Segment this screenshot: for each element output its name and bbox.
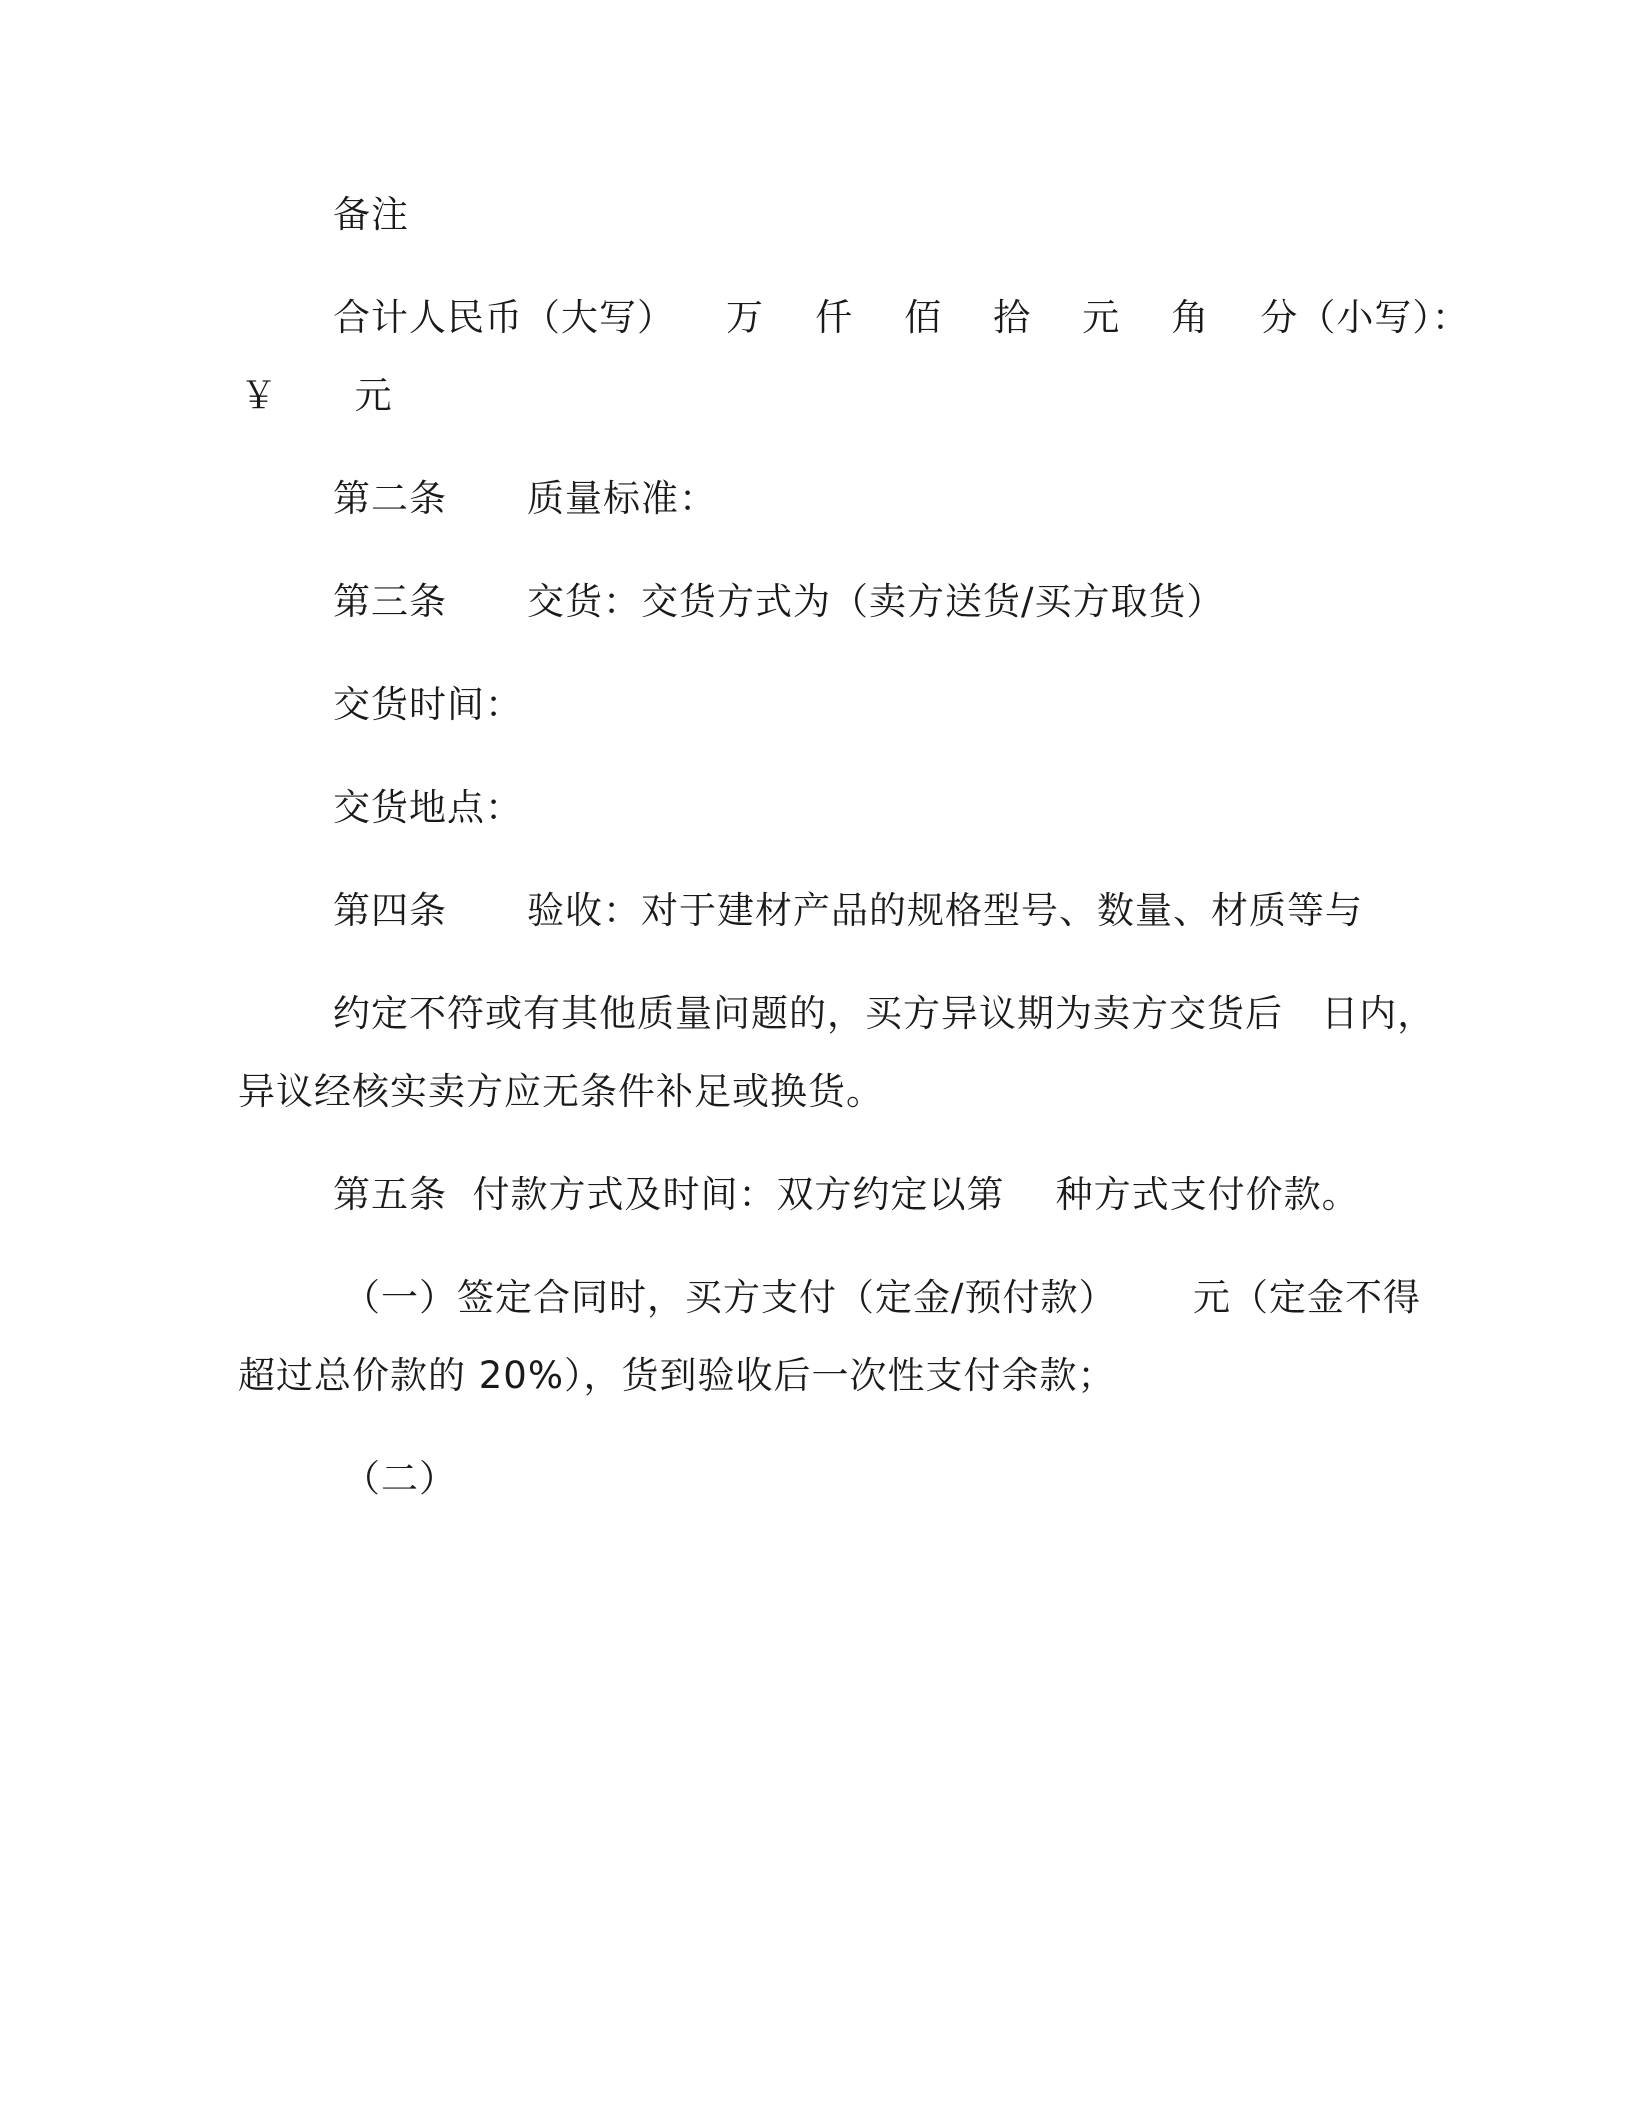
- article-4-line-3: 异议经核实卖方应无条件补足或换货。: [238, 1070, 884, 1113]
- payment-option-1-line-1: （一）签定合同时，买方支付（定金/预付款） 元（定金不得: [343, 1276, 1422, 1319]
- article-5-text: 第五条 付款方式及时间：双方约定以第 种方式支付价款。: [333, 1173, 1360, 1216]
- article-3-number: 第三条: [333, 580, 447, 623]
- payment-option-2: （二）: [343, 1457, 457, 1500]
- article-4-line-2: 约定不符或有其他质量问题的，买方异议期为卖方交货后 日内，: [333, 992, 1436, 1035]
- article-3-text: 交货：交货方式为（卖方送货/买方取货）: [527, 580, 1225, 623]
- article-2-text: 质量标准：: [527, 477, 717, 520]
- remark-label: 备注: [333, 193, 409, 236]
- delivery-place-label: 交货地点：: [333, 786, 523, 829]
- delivery-time-label: 交货时间：: [333, 683, 523, 726]
- article-4-number: 第四条: [333, 889, 447, 932]
- total-amount-line: 合计人民币（大写） 万 仟 佰 拾 元 角 分（小写）：: [333, 296, 1470, 339]
- article-4-text: 验收：对于建材产品的规格型号、数量、材质等与: [527, 889, 1363, 932]
- total-amount-continuation: ￥ 元: [240, 374, 393, 417]
- payment-option-1-line-2: 超过总价款的 20%），货到验收后一次性支付余款；: [238, 1354, 1116, 1397]
- article-2-number: 第二条: [333, 477, 447, 520]
